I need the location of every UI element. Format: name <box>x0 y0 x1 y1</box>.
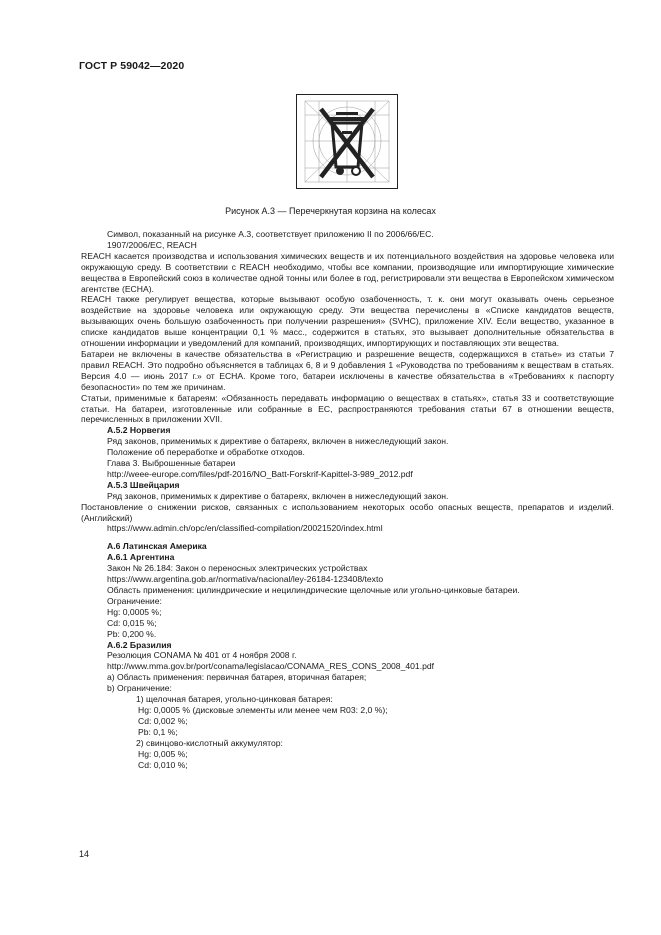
text-line: Cd: 0,015 %; <box>107 617 157 628</box>
text-line: Положение об переработке и обработке отходов. <box>107 447 305 458</box>
figure-frame <box>296 94 398 189</box>
text-line: 1907/2006/ЕС, REACH <box>107 239 197 250</box>
text-line: Постановление о снижении рисков, связанных с использованием некоторых особо опасных веществ, препаратов и изделий. (Английский) <box>81 501 614 523</box>
text-line: Cd: 0,002 %; <box>138 715 188 726</box>
page-number: 14 <box>79 849 90 859</box>
section-heading: А.6.2 Бразилия <box>107 639 172 650</box>
text-line: Hg: 0,0005 %; <box>107 606 162 617</box>
text-line: Область применения: цилиндрические и нецилиндрические щелочные или угольно-цинковые батареи. <box>107 585 520 595</box>
text-line: http://weee-europe.com/files/pdf-2016/NO_Batt-Forskrif-Kapittel-3-989_2012.pdf <box>107 468 413 479</box>
text-line: 2) свинцово-кислотный аккумулятор: <box>136 737 283 748</box>
text-line: Pb: 0,1 %; <box>138 726 178 737</box>
text-line: Статьи, применимые к батареям: «Обязанность передавать информацию о веществах в статьях», статья 33 и соответствующие статьи. На батареи, изготовленные или собранные в ЕС, распространяются требования статьи 67 в отношении веществ, перечисленных в приложении XVII. <box>81 392 614 425</box>
text-line: a) Область применения: первичная батарея, вторичная батарея; <box>107 672 367 683</box>
text-line: Hg: 0,005 %; <box>138 748 188 759</box>
text-line: Ряд законов, применимых к директиве о батареях, включен в нижеследующий закон. <box>107 436 449 447</box>
text-line: https://www.argentina.gob.ar/normativa/nacional/ley-26184-123408/texto <box>107 574 384 585</box>
text-line: http://www.mma.gov.br/port/conama/legislacao/CONAMA_RES_CONS_2008_401.pdf <box>107 661 435 672</box>
text-line: b) Ограничение: <box>107 683 172 694</box>
text-line: Cd: 0,010 %; <box>138 759 188 770</box>
crossed-out-wheeled-bin-icon <box>297 95 397 188</box>
text-line: Символ, показанный на рисунке А.3, соответствует приложению II по 2006/66/ЕС. <box>107 229 434 239</box>
text-line: Резолюция CONAMA № 401 от 4 ноября 2008 г. <box>107 650 297 661</box>
section-heading: А.5.3 Швейцария <box>107 479 180 490</box>
text-line: REACH также регулирует вещества, которые вызывают особую озабоченность, т. к. они могут оказывать очень серьезное воздействие на здоровье человека или окружающую среду. Эти вещества перечислены в «Списке кандидатов веществ, вызывающих очень большую озабоченность при получении разрешения» (SVHC), приложение XIV. Если вещество, указанное в списке кандидатов выше концентрации 0,1 % масс., содержится в статьях, это вызывает дополнительные обязательства в отношении информации и уведомлений для компаний, производящих, импортирующих и поставляющих эти вещества. <box>81 294 614 349</box>
section-heading: А.5.2 Норвегия <box>107 425 171 436</box>
text-line: Pb: 0,200 %. <box>107 628 157 639</box>
document-header: ГОСТ Р 59042—2020 <box>79 60 185 72</box>
figure-caption: Рисунок А.3 — Перечеркнутая корзина на колесах <box>225 206 436 216</box>
text-line: Батареи не включены в качестве обязательства в «Регистрацию и разрешение веществ, содержащихся в статье» из статьи 7 правил REACH. Это подробно объясняется в таблицах 6, 8 и 9 добавления 1 «Руководства по требованиям к веществам в статьях. Версия 4.0 — июнь 2017 г.» от ECHA. Кроме того, батареи исключены в качестве обязательства в «Требованиях к паспорту безопасности» по тем же причинам. <box>81 348 614 392</box>
text-line: https://www.admin.ch/opc/en/classified-compilation/20021520/index.html <box>107 523 383 534</box>
document-body <box>81 229 614 770</box>
text-line: Закон № 26.184: Закон о переносных электрических устройствах <box>107 563 368 574</box>
section-heading: А.6.1 Аргентина <box>107 552 175 563</box>
text-line: Глава 3. Выброшенные батареи <box>107 458 236 469</box>
text-line: Hg: 0,0005 % (дисковые элементы или менее чем R03: 2,0 %); <box>138 704 388 715</box>
section-heading: А.6 Латинская Америка <box>107 541 207 552</box>
text-line: 1) щелочная батарея, угольно-цинковая батарея: <box>136 694 333 705</box>
text-line: Ограничение: <box>107 595 162 606</box>
text-line: Ряд законов, применимых к директиве о батареях, включен в нижеследующий закон. <box>107 490 449 501</box>
text-line: REACH касается производства и использования химических веществ и их потенциального воздействия на здоровье человека или окружающую среду. В соответствии с REACH необходимо, чтобы все компании, производящие или импортирующие химические вещества в Европейский союз в количестве одной тонны или более в год, регистрировали эти вещества в Европейском химическом агентстве (ECHA). <box>81 250 614 294</box>
